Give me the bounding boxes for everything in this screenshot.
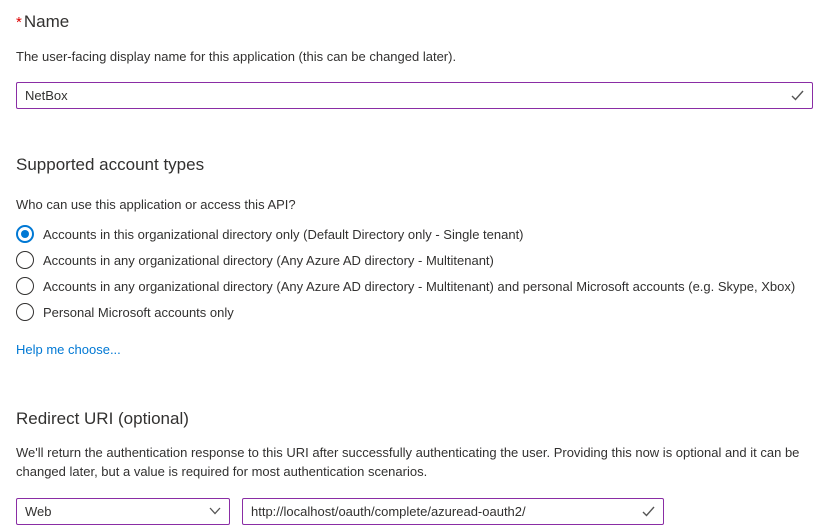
radio-option-label: Accounts in this organizational directory only (Default Directory only - Single tenant): [43, 226, 524, 242]
radio-option-multitenant-personal[interactable]: [16, 273, 813, 299]
radio-selected-icon[interactable]: [16, 225, 34, 243]
radio-option-single-tenant[interactable]: [16, 221, 813, 247]
name-input[interactable]: [16, 82, 813, 109]
platform-select[interactable]: Web: [16, 498, 230, 525]
name-section-title-text: Name: [23, 12, 70, 31]
radio-unselected-icon[interactable]: [16, 303, 34, 321]
redirect-uri-input-wrap: [242, 498, 664, 525]
radio-option-multitenant[interactable]: [16, 247, 813, 273]
name-description: The user-facing display name for this application (this can be changed later).: [16, 49, 457, 64]
name-section-title: [16, 11, 813, 34]
radio-option-label: Personal Microsoft accounts only: [43, 304, 234, 320]
redirect-uri-section: [16, 408, 813, 525]
radio-option-personal-only[interactable]: [16, 299, 813, 325]
radio-unselected-icon[interactable]: [16, 277, 34, 295]
platform-select-wrap: [16, 498, 230, 525]
help-me-choose-link[interactable]: Help me choose...: [16, 342, 121, 357]
redirect-uri-description: We'll return the authentication response to this URI after successfully authenticating the user. Providing this now is optional and it can be changed later, but a value is required for most authentication scenarios.: [16, 445, 800, 479]
redirect-uri-title: Redirect URI (optional): [16, 409, 189, 428]
radio-option-label: Accounts in any organizational directory (Any Azure AD directory - Multitenant): [43, 252, 494, 268]
account-types-radio-group: [16, 221, 813, 325]
redirect-uri-input[interactable]: [242, 498, 664, 525]
name-section: [16, 11, 813, 109]
radio-option-label: Accounts in any organizational directory (Any Azure AD directory - Multitenant) and personal Microsoft accounts (e.g. Skype, Xbox): [43, 278, 796, 294]
required-asterisk: *: [16, 14, 22, 31]
account-types-title: Supported account types: [16, 155, 205, 174]
radio-unselected-icon[interactable]: [16, 251, 34, 269]
account-types-question: Who can use this application or access this API?: [16, 197, 296, 212]
name-input-wrap: [16, 82, 813, 109]
redirect-uri-row: [16, 498, 813, 525]
supported-account-types-section: [16, 154, 813, 359]
